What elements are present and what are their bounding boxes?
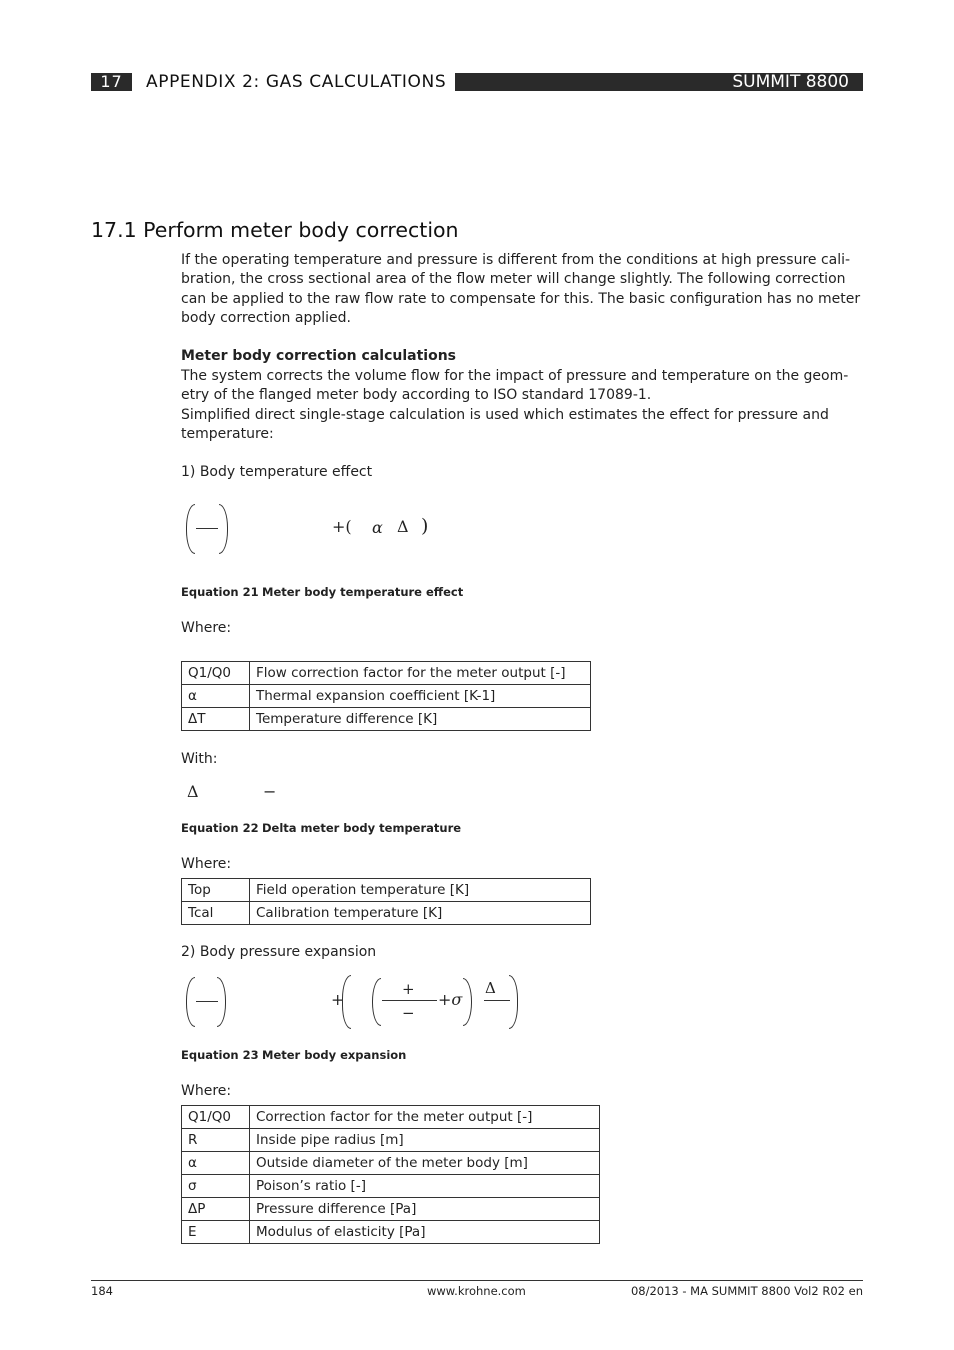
caption-text: Delta meter body temperature bbox=[262, 821, 462, 835]
fraction-bar bbox=[382, 1000, 437, 1001]
description-cell: Outside diameter of the meter body [m] bbox=[250, 1152, 600, 1175]
table-row bbox=[182, 1175, 600, 1198]
calc-paragraph bbox=[181, 367, 863, 445]
eq-plus-open: +( bbox=[332, 517, 352, 536]
symbol-cell: ΔP bbox=[182, 1198, 250, 1221]
description-cell: Flow correction factor for the meter output [-] bbox=[250, 662, 591, 685]
paren-right bbox=[219, 504, 228, 554]
eq-delta: Δ bbox=[397, 517, 409, 536]
paren-left bbox=[186, 977, 195, 1027]
intro-line: body correction applied. bbox=[181, 310, 351, 327]
intro-line: If the operating temperature and pressure is different from the conditions at high pressure cali- bbox=[181, 252, 851, 268]
calc-line: temperature: bbox=[181, 426, 274, 443]
description-cell: Inside pipe radius [m] bbox=[250, 1129, 600, 1152]
eq-delta: Δ bbox=[187, 782, 199, 801]
description-cell: Modulus of elasticity [Pa] bbox=[250, 1221, 600, 1244]
paren-left-inner bbox=[372, 978, 381, 1026]
page-number: 184 bbox=[91, 1284, 113, 1298]
table-row bbox=[182, 1152, 600, 1175]
part2-heading: 2) Body pressure expansion bbox=[181, 944, 377, 960]
product-name: SUMMIT 8800 bbox=[732, 72, 849, 92]
description-cell: Temperature difference [K] bbox=[250, 708, 591, 731]
description-cell: Thermal expansion coefficient [K-1] bbox=[250, 685, 591, 708]
fraction-bar bbox=[196, 528, 218, 529]
paren-left-outer bbox=[342, 975, 351, 1029]
equation-21-caption bbox=[181, 585, 463, 599]
calc-line: The system corrects the volume flow for the impact of pressure and temperature on the geom- bbox=[181, 368, 849, 384]
fraction-bar bbox=[196, 1001, 218, 1002]
table-row bbox=[182, 662, 591, 685]
eq-delta: Δ bbox=[485, 979, 496, 997]
symbol-cell: ΔT bbox=[182, 708, 250, 731]
where-label: Where: bbox=[181, 856, 232, 872]
footer-document-id: 08/2013 - MA SUMMIT 8800 Vol2 R02 en bbox=[630, 1284, 863, 1298]
chapter-number: 17 bbox=[91, 73, 132, 91]
intro-line: bration, the cross sectional area of the flow meter will change slightly. The following correction bbox=[181, 271, 846, 288]
section-title: 17.1 Perform meter body correction bbox=[91, 218, 459, 242]
table-row bbox=[182, 902, 591, 925]
paren-right bbox=[217, 977, 226, 1027]
where-label: Where: bbox=[181, 620, 232, 636]
symbol-cell: Top bbox=[182, 879, 250, 902]
eq-alpha: α bbox=[372, 518, 383, 537]
paren-left bbox=[186, 504, 195, 554]
symbol-cell: σ bbox=[182, 1175, 250, 1198]
paren-right-inner bbox=[463, 978, 472, 1026]
eq-close: ) bbox=[421, 515, 429, 537]
footer-url[interactable]: www.krohne.com bbox=[427, 1284, 526, 1298]
equation-23-caption bbox=[181, 1048, 406, 1062]
caption-text: Meter body expansion bbox=[262, 1048, 407, 1062]
caption-label: Equation 22 bbox=[181, 821, 259, 835]
description-cell: Poison’s ratio [-] bbox=[250, 1175, 600, 1198]
symbol-cell: R bbox=[182, 1129, 250, 1152]
symbol-cell: Q1/Q0 bbox=[182, 1106, 250, 1129]
calc-line: etry of the flanged meter body according to ISO standard 17089-1. bbox=[181, 387, 652, 404]
eq-plus-sigma: +σ bbox=[438, 990, 463, 1009]
calc-line: Simplified direct single-stage calculation is used which estimates the effect for pressure and bbox=[181, 406, 829, 423]
eq-plus: + bbox=[331, 990, 345, 1009]
description-cell: Field operation temperature [K] bbox=[250, 879, 591, 902]
table-row bbox=[182, 1106, 600, 1129]
chapter-title: APPENDIX 2: GAS CALCULATIONS bbox=[146, 72, 447, 92]
symbol-cell: E bbox=[182, 1221, 250, 1244]
where-label: Where: bbox=[181, 1083, 232, 1099]
subheading: Meter body correction calculations bbox=[181, 348, 456, 364]
table-row bbox=[182, 1129, 600, 1152]
part1-heading: 1) Body temperature effect bbox=[181, 464, 373, 480]
eq-minus: − bbox=[263, 782, 277, 801]
description-cell: Pressure difference [Pa] bbox=[250, 1198, 600, 1221]
intro-paragraph bbox=[181, 251, 863, 329]
pressure-symbols-table bbox=[181, 1105, 600, 1244]
table-row bbox=[182, 708, 591, 731]
temperature-symbols-table bbox=[181, 661, 591, 731]
symbol-cell: Q1/Q0 bbox=[182, 662, 250, 685]
table-row bbox=[182, 1198, 600, 1221]
table-row bbox=[182, 685, 591, 708]
symbol-cell: α bbox=[182, 685, 250, 708]
intro-line: can be applied to the raw flow rate to compensate for this. The basic configuration has no meter bbox=[181, 290, 861, 307]
paren-right-outer bbox=[509, 975, 518, 1029]
symbol-cell: α bbox=[182, 1152, 250, 1175]
eq-numerator-plus: + bbox=[402, 980, 415, 998]
equation-22-caption bbox=[181, 821, 461, 835]
caption-label: Equation 21 bbox=[181, 585, 259, 599]
symbol-cell: Tcal bbox=[182, 902, 250, 925]
table-row bbox=[182, 879, 591, 902]
fraction-bar bbox=[484, 1000, 510, 1001]
eq-denominator-minus: − bbox=[402, 1004, 415, 1022]
caption-text: Meter body temperature effect bbox=[262, 585, 464, 599]
table-row bbox=[182, 1221, 600, 1244]
caption-label: Equation 23 bbox=[181, 1048, 259, 1062]
delta-temperature-table bbox=[181, 878, 591, 925]
footer-rule bbox=[91, 1280, 863, 1281]
with-label: With: bbox=[181, 751, 218, 767]
description-cell: Correction factor for the meter output [-] bbox=[250, 1106, 600, 1129]
description-cell: Calibration temperature [K] bbox=[250, 902, 591, 925]
